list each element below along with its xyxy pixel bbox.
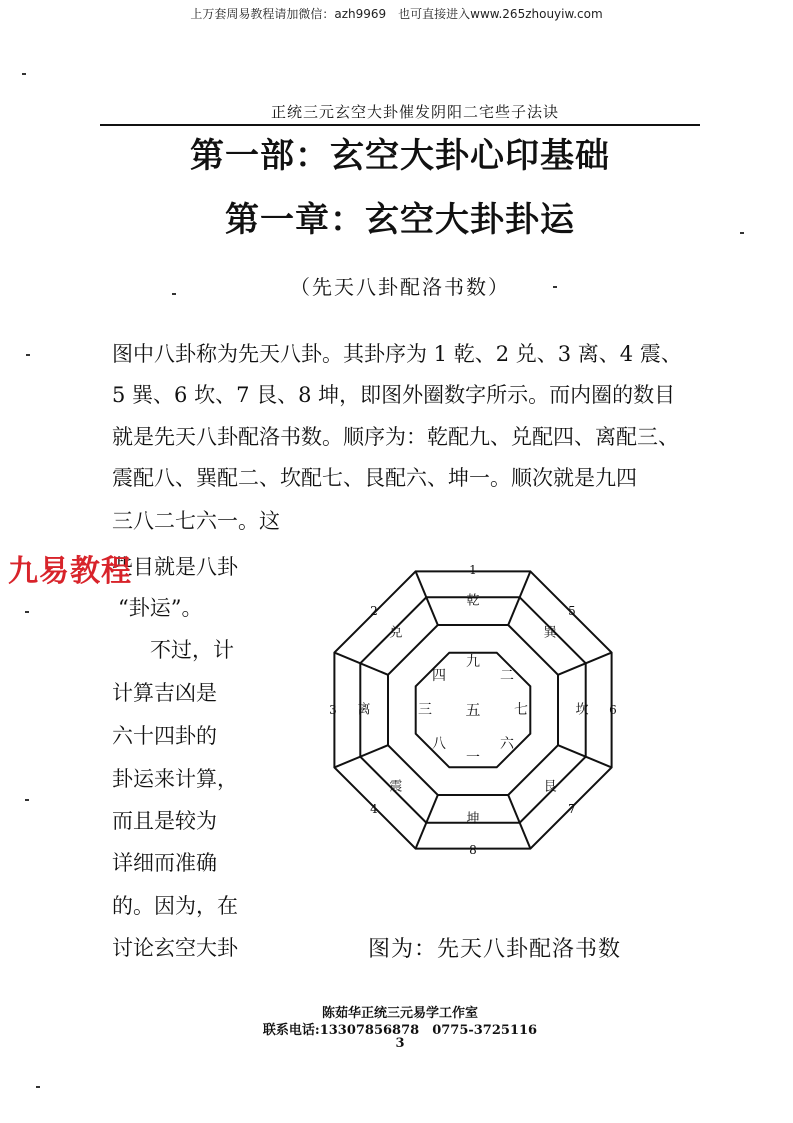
column-line: 不过，计	[150, 638, 234, 662]
outer-number-label: 4	[370, 801, 378, 816]
luoshu-number-label: 八	[432, 735, 447, 752]
column-line: 卦运来计算，	[112, 767, 238, 791]
scan-speck	[553, 286, 557, 288]
outer-number-label: 1	[469, 563, 477, 577]
part-title: 第一部：玄空大卦心印基础	[190, 136, 610, 176]
figure-caption: 图为：先天八卦配洛书数	[368, 937, 622, 962]
paragraph-line: 震配八、巽配二、坎配七、艮配六、坤一。顺次就是九四	[112, 466, 637, 490]
luoshu-number-label: 九	[466, 654, 480, 670]
outer-number-label: 5	[568, 604, 576, 619]
outer-number-label: 8	[469, 843, 477, 857]
footer-studio: 陈茹华正统三元易学工作室	[321, 1006, 478, 1021]
luoshu-number-label: 三	[418, 702, 432, 718]
trigram-label: 兑	[389, 625, 403, 641]
column-line: 些目就是八卦	[112, 555, 238, 579]
footer-phone: 联系电话:13307856878 0775-3725116	[262, 1023, 538, 1038]
luoshu-number-label: 七	[514, 702, 528, 718]
outer-number-label: 6	[609, 703, 617, 717]
watermark-logo: 九易教程	[8, 554, 132, 589]
column-line: 讨论玄空大卦	[112, 936, 238, 960]
trigram-label: 乾	[466, 593, 480, 609]
outer-number-label: 3	[329, 703, 337, 717]
bagua-octagon-diagram	[305, 542, 665, 902]
column-line: 计算吉凶是	[112, 681, 217, 705]
page-number: 3	[395, 1036, 405, 1051]
column-line: “卦运”。	[118, 596, 203, 620]
center-number-label: 五	[465, 701, 481, 719]
trigram-label: 离	[357, 702, 371, 718]
trigram-label: 艮	[543, 779, 557, 795]
paragraph-line: 5 巽、6 坎、7 艮、8 坤，即图外圈数字所示。而内圈的数目	[112, 383, 676, 407]
header-rule	[100, 124, 700, 126]
paragraph-line: 三八二七六一。这	[112, 509, 280, 533]
scan-speck	[26, 354, 30, 356]
outer-number-label: 7	[568, 801, 576, 816]
chapter-title: 第一章：玄空大卦卦运	[225, 200, 575, 240]
outer-number-label: 2	[370, 604, 378, 619]
trigram-label: 震	[389, 779, 403, 795]
trigram-label: 坤	[466, 811, 480, 827]
luoshu-number-label: 六	[499, 735, 514, 752]
paragraph-line: 就是先天八卦配洛书数。顺序为：乾配九、兑配四、离配三、	[112, 425, 679, 449]
top-banner: 上万套周易教程请加微信：azh9969 也可直接进入www.265zhouyiw.com	[190, 7, 603, 21]
scan-speck	[25, 799, 29, 801]
luoshu-number-label: 二	[499, 668, 514, 685]
column-line: 六十四卦的	[112, 724, 217, 748]
scan-speck	[172, 293, 176, 295]
trigram-label: 巽	[543, 625, 557, 641]
trigram-label: 坎	[575, 702, 589, 718]
running-header: 正统三元玄空大卦催发阴阳二宅些子法诀	[270, 103, 559, 121]
scan-speck	[25, 611, 29, 613]
subtitle: （先天八卦配洛书数）	[290, 275, 510, 299]
paragraph-line: 图中八卦称为先天八卦。其卦序为 1 乾、2 兑、3 离、4 震、	[112, 342, 682, 366]
luoshu-number-label: 一	[466, 750, 480, 766]
scan-speck	[22, 73, 26, 75]
scan-speck	[740, 232, 744, 234]
column-line: 详细而准确	[112, 851, 217, 875]
scan-speck	[36, 1086, 40, 1088]
column-line: 而且是较为	[112, 809, 217, 833]
column-line: 的。因为，在	[112, 894, 238, 918]
luoshu-number-label: 四	[432, 668, 447, 685]
